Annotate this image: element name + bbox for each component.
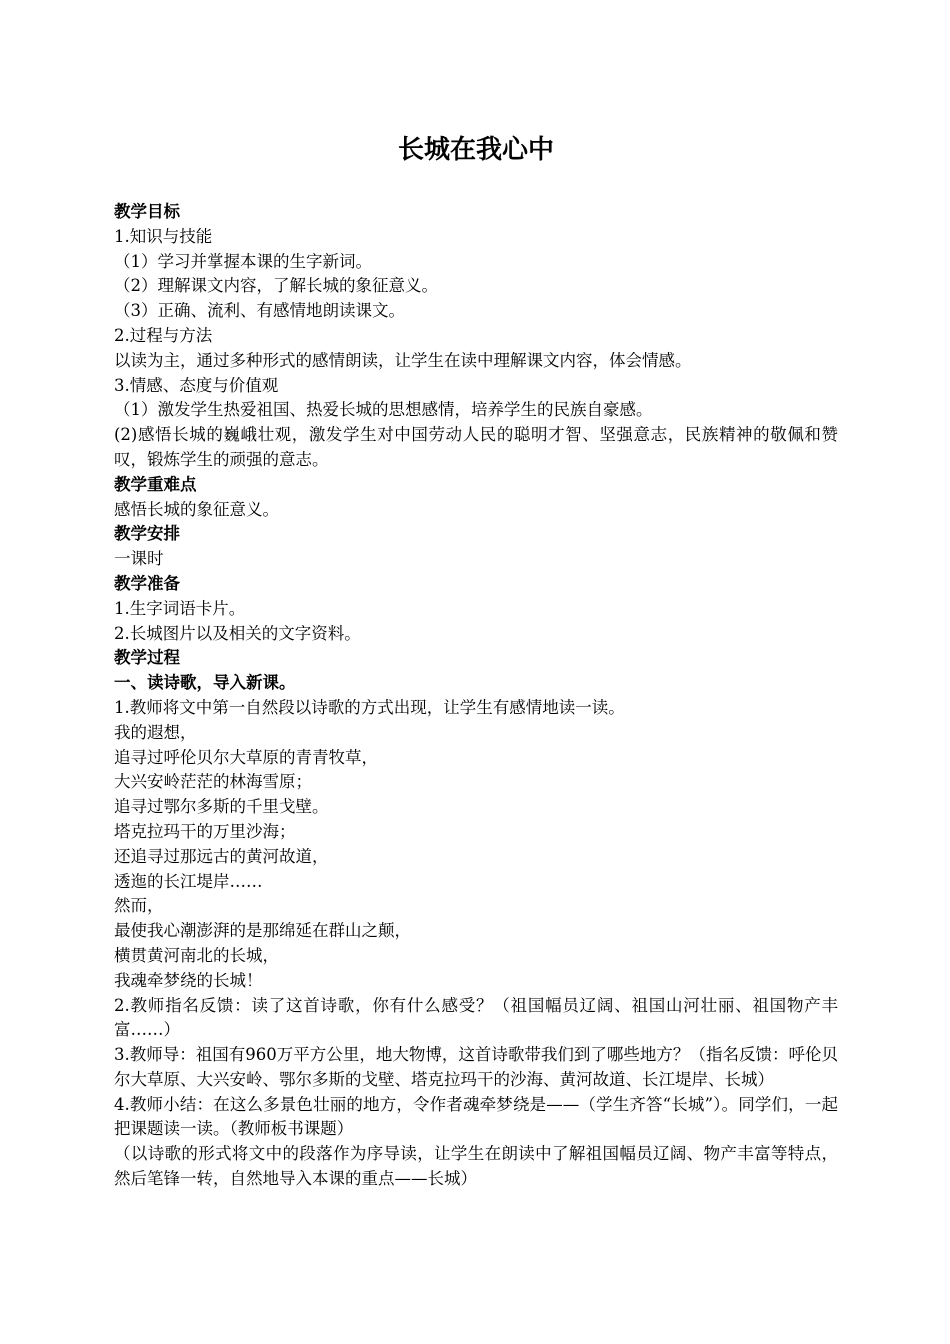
text-line: （1）激发学生热爱祖国、热爱长城的思想感情，培养学生的民族自豪感。 — [114, 400, 653, 420]
text-line: （3）正确、流利、有感情地朗读课文。 — [114, 301, 405, 321]
section-heading: 教学重难点 — [114, 474, 197, 494]
paragraph: （以诗歌的形式将文中的段落作为序导读，让学生在朗读中了解祖国幅员辽阔、物产丰富等特点，然后笔锋一转，自然地导入本课的重点——长城） — [114, 1144, 838, 1189]
paragraph: (2)感悟长城的巍峨壮观，激发学生对中国劳动人民的聪明才智、坚强意志，民族精神的敬佩和赞叹，锻炼学生的顽强的意志。 — [114, 425, 838, 469]
section-heading: 教学目标 — [114, 202, 180, 221]
text-line: 一课时 — [114, 549, 164, 569]
paragraph: 3.教师导：祖国有960万平方公里，地大物博，这首诗歌带我们到了哪些地方？（指名反馈：呼伦贝尔大草原、大兴安岭、鄂尔多斯的戈壁、塔克拉玛干的沙海、黄河故道、长江堤岸、长城） — [114, 1045, 838, 1089]
text-line: 追寻过鄂尔多斯的千里戈壁。 — [114, 797, 329, 817]
text-line: 1.知识与技能 — [114, 226, 213, 246]
document-body — [114, 200, 838, 1192]
text-line: 3.情感、态度与价值观 — [114, 375, 279, 395]
text-line: 我的遐想， — [114, 722, 197, 742]
text-line: 1.教师将文中第一自然段以诗歌的方式出现，让学生有感情地读一读。 — [114, 697, 625, 717]
text-line: 横贯黄河南北的长城， — [114, 945, 279, 965]
section-heading: 教学安排 — [114, 524, 180, 544]
text-line: 追寻过呼伦贝尔大草原的青青牧草， — [114, 747, 378, 767]
section-heading: 一、读诗歌，导入新课。 — [114, 673, 296, 693]
text-line: 然而， — [114, 896, 164, 916]
text-line: 2.过程与方法 — [114, 325, 213, 345]
text-line: 以读为主，通过多种形式的感情朗读，让学生在读中理解课文内容，体会情感。 — [114, 350, 692, 370]
section-heading: 教学过程 — [114, 648, 180, 668]
text-line: （2）理解课文内容，了解长城的象征意义。 — [114, 276, 438, 296]
text-line: 还追寻过那远古的黄河故道， — [114, 846, 329, 866]
text-line: 感悟长城的象征意义。 — [114, 499, 279, 519]
text-line: 我魂牵梦绕的长城！ — [114, 970, 263, 990]
paragraph: 4.教师小结：在这么多景色壮丽的地方，令作者魂牵梦绕是——（学生齐答“长城”）。同学们，一起把课题读一读。（教师板书课题） — [114, 1094, 838, 1139]
paragraph: 2.教师指名反馈：读了这首诗歌，你有什么感受？（祖国幅员辽阔、祖国山河壮丽、祖国物产丰富……） — [114, 995, 838, 1040]
text-line: 透迤的长江堤岸…… — [114, 871, 263, 891]
text-line: 大兴安岭茫茫的林海雪原； — [114, 772, 312, 792]
document-title: 长城在我心中 — [397, 135, 554, 165]
text-line: 2.长城图片以及相关的文字资料。 — [114, 623, 361, 643]
document-page — [114, 130, 838, 1192]
text-line: 1.生字词语卡片。 — [114, 598, 246, 618]
text-line: （1）学习并掌握本课的生字新词。 — [114, 251, 372, 271]
text-line: 塔克拉玛干的万里沙海； — [114, 821, 296, 841]
text-line: 最使我心潮澎湃的是那绵延在群山之颠， — [114, 921, 411, 941]
section-heading: 教学准备 — [114, 573, 180, 593]
